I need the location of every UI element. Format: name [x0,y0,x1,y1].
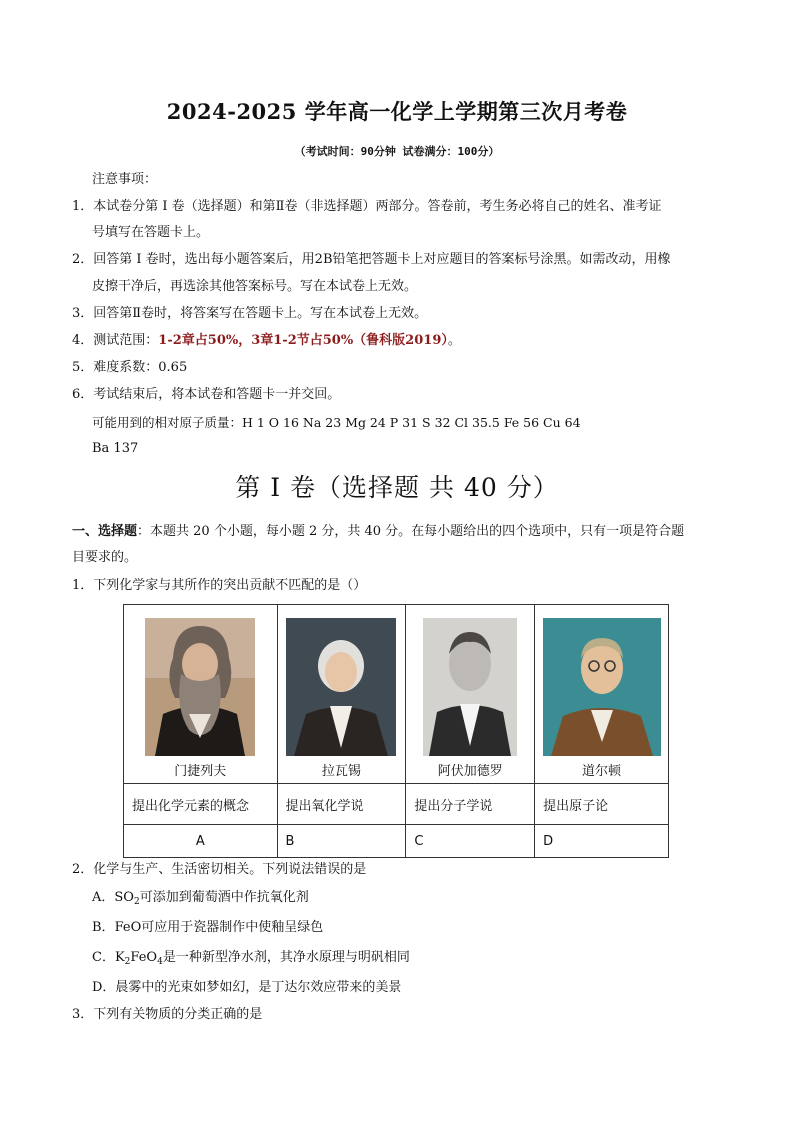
section-instructions-line-2: 目要求的。 [72,550,138,565]
formula-feo: FeO [114,920,142,935]
note-4-suffix: 。 [447,333,461,348]
test-scope: 1-2章占50%，3章1-2节占50%（鲁科版2019） [158,333,448,348]
question-3-stem: 3．下列有关物质的分类正确的是 [72,1007,263,1022]
contribution-a: 提出化学元素的概念 [124,784,278,825]
exam-info: （考试时间：90分钟 试卷满分：100分） [294,145,500,158]
scientist-name-c: 阿伏加德罗 [437,763,503,779]
note-4-prefix: 4．测试范围： [72,333,159,348]
option-label-a: A [124,825,278,858]
formula-so2: $SO_2$ [114,890,140,907]
portrait-cell-dalton [535,605,669,784]
portrait-mendeleev [145,618,255,756]
atomic-masses-line-2: Ba 137 [92,441,139,456]
note-4 [72,332,461,350]
section-label: 一、选择题 [72,524,138,539]
page-title: 2024-2025 学年高一化学上学期第三次月考卷 [166,99,628,124]
scientist-name-a: 门捷列夫 [174,763,227,779]
question-2-option-b: B．FeO可应用于瓷器制作中使釉呈绿色 [92,920,324,935]
portrait-lavoisier [286,618,396,756]
portrait-cell-lavoisier [277,605,406,784]
note-1-line-1: 1．本试卷分第 I 卷（选择题）和第Ⅱ卷（非选择题）两部分。答卷前，考生务必将自己的姓名、准考证 [72,199,662,214]
contribution-c: 提出分子学说 [406,784,535,825]
scientist-name-b: 拉瓦锡 [321,763,361,779]
scientist-name-d: 道尔顿 [582,763,622,779]
note-5: 5．难度系数：0.65 [72,360,188,375]
note-2-line-1: 2．回答第 I 卷时，选出每小题答案后，用2B铅笔把答题卡上对应题目的答案标号涂黑。如需改动，用橡 [72,252,671,267]
question-1-stem: 1．下列化学家与其所作的突出贡献不匹配的是（） [72,578,367,593]
question-2-option-a: A．$SO_2$可添加到葡萄酒中作抗氧化剂 [92,890,309,907]
note-1-line-2: 号填写在答题卡上。 [92,225,210,240]
contribution-d: 提出原子论 [535,784,669,825]
question-1-table [123,604,669,858]
option-label-c: C [406,825,535,858]
option-label-b: B [277,825,406,858]
note-2-line-2: 皮擦干净后，再选涂其他答案标号。写在本试卷上无效。 [92,279,418,294]
option-label-d: D [535,825,669,858]
note-3: 3．回答第Ⅱ卷时，将答案写在答题卡上。写在本试卷上无效。 [72,306,428,321]
question-2-option-d: D．晨雾中的光束如梦如幻，是丁达尔效应带来的美景 [92,980,402,995]
question-2-stem: 2．化学与生产、生活密切相关。下列说法错误的是 [72,862,367,877]
contribution-b: 提出氧化学说 [277,784,406,825]
atomic-masses-line-1: 可能用到的相对原子质量：H 1 O 16 Na 23 Mg 24 P 31 S 32 Cl 35.5 Fe 56 Cu 64 [92,415,581,430]
section-title: 第 I 卷（选择题 共 40 分） [235,473,559,502]
formula-k2feo4: $K_2FeO_4$ [114,950,163,967]
notes-heading: 注意事项： [92,172,158,187]
question-2-option-c: C．$K_2FeO_4$是一种新型净水剂，其净水原理与明矾相同 [92,950,410,967]
portrait-cell-mendeleev [124,605,278,784]
portrait-cell-avogadro [406,605,535,784]
section-instructions-text: ：本题共 20 个小题，每小题 2 分，共 40 分。在每小题给出的四个选项中，只有一项是符合题 [137,524,685,539]
portrait-dalton [543,618,661,756]
section-instructions-line-1 [72,523,684,541]
portrait-avogadro [415,618,525,756]
note-6: 6．考试结束后，将本试卷和答题卡一并交回。 [72,387,341,402]
